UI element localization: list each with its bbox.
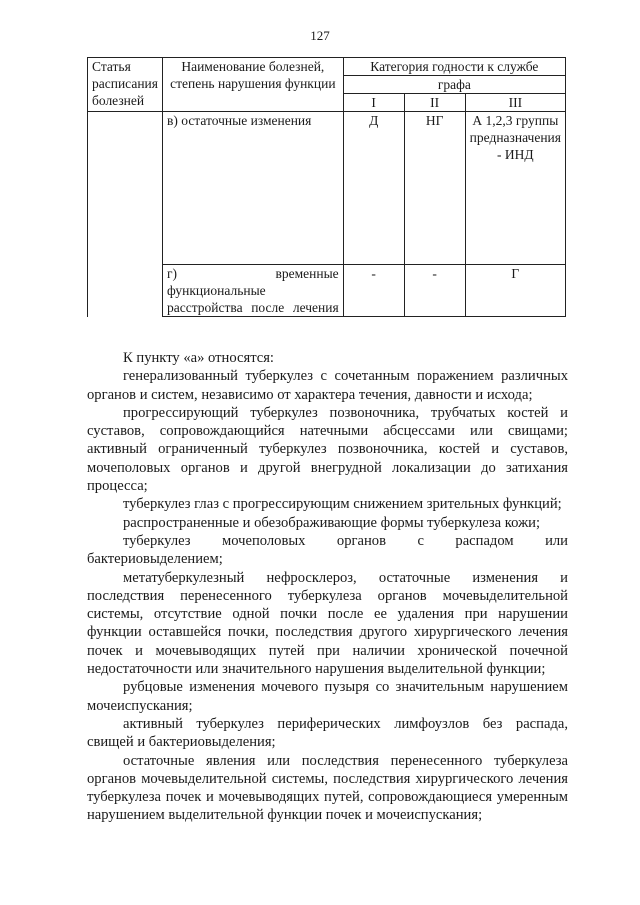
- header-col-i: I: [343, 94, 404, 112]
- grafa-ii-cell: НГ: [404, 112, 465, 265]
- article-cell: [88, 112, 163, 265]
- grafa-ii-cell: -: [404, 265, 465, 317]
- header-col-iii: III: [465, 94, 565, 112]
- page-number: 127: [310, 28, 330, 43]
- paragraph: остаточные явления или последствия перенесенного туберкулеза органов мочевыделительной системы, последствия хирургического лечения туберкулеза почек и мочевыводящих путей, сопровождающиеся умеренным нарушением выделительной функции почек и мочеиспускания;: [87, 752, 568, 824]
- disease-name-cell: в) остаточные изменения: [162, 112, 343, 265]
- paragraph: метатуберкулезный нефросклероз, остаточные изменения и последствия перенесенного туберкулеза органов мочевыделительной системы, отсутствие одной почки после ее удаления при нарушении функции оставшейся почки, последствия другого хирургического лечения почек и мочевыводящих путей при наличии хронической почечной недостаточности или значительного нарушения выделительной функции;: [87, 569, 568, 678]
- grafa-i-cell: -: [343, 265, 404, 317]
- header-disease-name: Наименование болезней, степень нарушения функции: [162, 58, 343, 112]
- header-grafa: графа: [343, 76, 565, 94]
- table-row: [88, 112, 566, 265]
- paragraph: генерализованный туберкулез с сочетанным поражением различных органов и систем, независимо от характера течения, давности и исхода;: [87, 368, 568, 403]
- article-cell: [88, 265, 163, 317]
- header-category: Категория годности к службе: [343, 58, 565, 76]
- intro-paragraph: К пункту «а» относятся:: [123, 350, 274, 366]
- paragraph: распространенные и обезображивающие формы туберкулеза кожи;: [123, 514, 541, 531]
- paragraph: туберкулез глаз с прогрессирующим снижением зрительных функций;: [123, 496, 562, 513]
- grafa-iii-cell: А 1,2,3 группы предназначения - ИНД: [465, 112, 565, 265]
- category-table: [87, 57, 566, 317]
- paragraph: активный туберкулез периферических лимфоузлов без распада, свищей и бактериовыделения;: [87, 715, 568, 751]
- paragraph: прогрессирующий туберкулез позвоночника, трубчатых костей и суставов, сопровождающийся натечными абсцессами или свищами; активный ограниченный туберкулез позвоночника, костей и суставов, мочеполовых органов и другой внегрудной локализации до затихания процесса;: [87, 404, 568, 495]
- paragraph: рубцовые изменения мочевого пузыря со значительным нарушением мочеиспускания;: [87, 679, 568, 714]
- body-text: [87, 349, 568, 825]
- grafa-i-cell: Д: [343, 112, 404, 265]
- table-header-row: [88, 58, 566, 76]
- header-col-ii: II: [404, 94, 465, 112]
- header-article: Статья расписания болезней: [88, 58, 163, 112]
- paragraph: туберкулез мочеполовых органов с распадом или бактериовыделением;: [87, 532, 568, 568]
- disease-name-cell: г) временные функциональные расстройства после лечения: [162, 265, 343, 317]
- table-row: [88, 265, 566, 317]
- grafa-iii-cell: Г: [465, 265, 565, 317]
